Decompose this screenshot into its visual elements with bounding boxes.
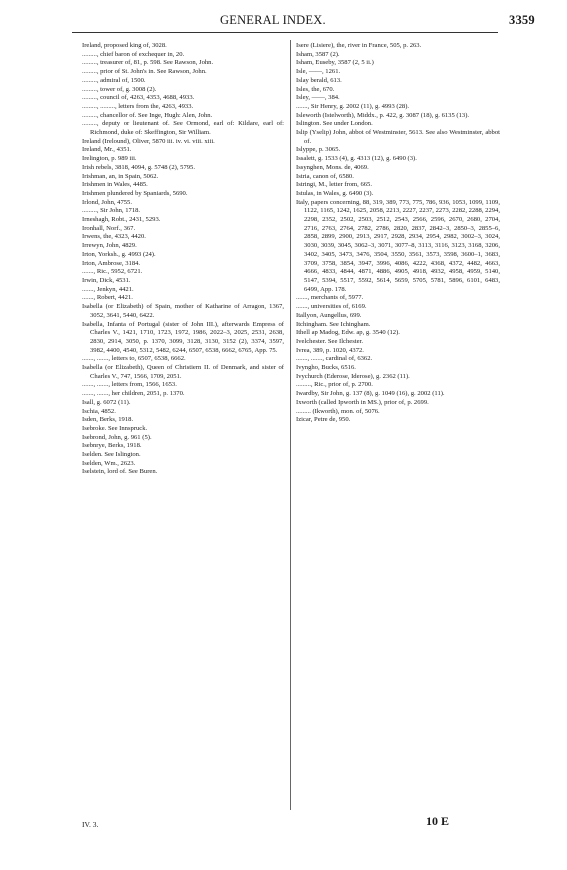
index-entry: Irishmen plundered by Spaniards, 5690. [82, 189, 188, 197]
index-entry: ........., chancellor of. See Inge, Hugh: Alen, John. [82, 111, 213, 119]
index-entry: ......., Jenkyn, 4421. [82, 285, 134, 293]
index-entry: ........., prior of St. John's in. See Rawson, John. [82, 68, 207, 76]
index-entry: Isden, Berks, 1918. [82, 416, 134, 424]
index-entry: Iselstein, lord of. See Buren. [82, 468, 158, 476]
index-entry: Ivrea, 389, p. 1020, 4372. [296, 346, 364, 354]
index-entry: Irelington, p. 989 iii. [82, 155, 137, 163]
index-entry: Islay berald, 613. [296, 76, 342, 84]
index-entry: ......., Robert, 4421. [82, 294, 133, 302]
index-entry: Ithell ap Madog, Edw. ap, g. 3540 (12). [296, 329, 400, 337]
index-entry: Irishman, an, in Spain, 5062. [82, 172, 159, 180]
index-entry: Irton, Yorksh., g. 4993 (24). [82, 250, 156, 258]
index-entry: Isham, 3587 (2). [296, 50, 340, 58]
index-entry: Isabella (or Elizabeth), Queen of Christiern II. of Denmark, and sister of Charles V., 747, 1566, 1709, 2051. [82, 364, 284, 380]
index-entry: ........., treasurer of, 81, p. 598. See Rawson, John. [82, 59, 214, 67]
index-entry: ........., ........., letters from the, 4263, 4933. [82, 102, 194, 110]
index-entry: Ischia, 4852. [82, 407, 116, 415]
index-entry: Ireland, proposed king of, 3028. [82, 42, 167, 49]
index-entry: Isabella, Infanta of Portugal (sister of John III.), afterwards Empress of Charles V., 1421, 1710, 1723, 1972, 1986, 2022–3, 2025, 2531, 2638, 2830, 2914, 3050, p. 1370, 3099, 3128, 3130, 3152 (2), 3374, 3597, 3982, 4400, 4540, 5312, 5482, 6244, 6507, 6538, 6662, 6765, App. 75. [82, 320, 284, 354]
index-entry: Isebrond, John, g. 961 (5). [82, 433, 152, 441]
index-entry: ......., Sir Henry, g. 2002 (11), g. 4993 (28). [296, 102, 410, 110]
index-entry: Ireland (Irelound), Oliver, 5870 iii. iv. vi. viii. xiii. [82, 137, 215, 145]
index-entry: Irlond, John, 4755. [82, 198, 133, 206]
right-column [296, 42, 500, 425]
index-entry: Isebnrye, Berks, 1918. [82, 442, 142, 450]
index-entry: Ixworth (called Ipworth in MS.), prior of, p. 2699. [296, 398, 429, 406]
index-entry: Islington. See under London. [296, 120, 373, 128]
column-divider [290, 40, 291, 810]
index-entry: Iselden, Wm., 2623. [82, 459, 136, 467]
index-entry: Ireland, Mr., 4351. [82, 146, 132, 154]
index-entry: ......., ......., letters to, 6507, 6538, 6662. [82, 355, 186, 363]
index-entry: Isebroke. See Innspruck. [82, 424, 148, 432]
index-entry: Irish rebels, 3818, 4094, g. 5748 (2), 5795. [82, 163, 195, 171]
index-entry: Ironhall, Norf., 367. [82, 224, 136, 232]
index-entry: ........., Ric., prior of, p. 2700. [296, 381, 373, 389]
index-entry: ........., tower of, g. 3008 (2). [82, 85, 157, 93]
index-entry: Irneshagh, Robt., 2431, 5293. [82, 216, 161, 224]
index-entry: Istringi, M., letter from, 665. [296, 181, 372, 189]
index-entry: Isle, ——, 1261. [296, 68, 341, 76]
index-entry: ........., Sir John, 1718. [82, 207, 141, 215]
index-entry: Irishmen in Wales, 4485. [82, 181, 148, 189]
index-entry: Issalett, g. 1533 (4), g. 4313 (12), g. 6490 (3). [296, 155, 417, 163]
index-entry: Isles, the, 670. [296, 85, 335, 93]
index-entry: Islip (Yselip) John, abbot of Westminster, 5613. See also Westminster, abbot of. [296, 129, 500, 145]
page-number: 3359 [509, 13, 535, 27]
index-entry: Islyppe, p. 3065. [296, 146, 341, 154]
volume-label: IV. 3. [82, 820, 99, 829]
index-entry: Italy, papers concerning, 88, 319, 389, 773, 775, 786, 936, 1053, 1099, 1109, 1122, 1165, 1242, 1625, 2058, 2213, 2227, 2237, 2273, 2282, 2288, 2294, 2298, 2352, 2502, 2503, 2512, 2543, 2566, 2596, 2670, 2680, 2704, 2716, 2763, 2764, 2782, 2786, 2820, 2837, 2842–3, 2850–3, 2855–6, 2858, 2899, 2900, 2913, 2917, 2928, 2934, 2954, 2982, 3002–3, 3024, 3030, 3039, 3045, 3062–3, 3071, 3077–8, 3113, 3116, 3123, 3168, 3206, 3402, 3405, 3473, 3476, 3504, 3550, 3561, 3573, 3598, 3600–1, 3683, 3709, 3758, 3854, 3947, 3996, 4086, 4222, 4368, 4372, 4482, 4663, 4666, 4833, 4844, 4871, 4886, 4905, 4918, 4932, 4958, 4959, 5140, 5147, 5394, 5517, 5592, 5614, 5659, 5705, 5781, 5896, 6101, 6483, 6499, App. 178. [296, 198, 500, 293]
index-entry: ......... (Ikworth), mon. of, 5076. [296, 407, 380, 415]
index-entry: ........., chief baron of exchequer in, 20. [82, 50, 185, 58]
index-entry: Isabella (or Elizabeth) of Spain, mother of Katharine of Arragon, 1367, 3052, 3641, 5440, 6422. [82, 303, 284, 319]
index-entry: Ivychurch (Ederose, Iderose), g. 2362 (11). [296, 372, 410, 380]
index-entry: Iselden. See Islington. [82, 451, 141, 459]
index-entry: ........., deputy or lieutenant of. See Ormond, earl of: Kildare, earl of: Richmond, duke of: Skeffington, Sir William. [82, 120, 284, 137]
index-entry: Istulas, in Wales, g. 6490 (3). [296, 189, 374, 197]
index-entry: Irton, Ambrose, 3184. [82, 259, 141, 267]
index-entry: Isleworth (Istelworth), Middx., p. 422, g. 3087 (18), g. 6135 (13). [296, 111, 470, 119]
index-entry: ......., universities of, 6169. [296, 303, 367, 311]
index-entry: Istria, canon of, 6580. [296, 172, 354, 180]
index-entry: ......., merchants of, 5977. [296, 294, 364, 302]
index-entry: Isere (Lisiere), the, river in France, 505, p. 263. [296, 42, 422, 49]
index-entry: Ivelchester. See Ilchester. [296, 337, 364, 345]
index-entry: Itallyon, Aungellus, 699. [296, 311, 362, 319]
index-entry: Ivyngho, Bucks, 6516. [296, 364, 356, 372]
signature-mark: 10 E [426, 814, 450, 828]
index-entry: Itchingham. See Ichingham. [296, 320, 371, 328]
index-entry: ......., ......., letters from, 1566, 1653. [82, 381, 177, 389]
index-entry: Iwardby, Sir John, g. 137 (8), g. 1049 (16), g. 2002 (11). [296, 390, 445, 398]
index-entry: Irwens, the, 4323, 4420. [82, 233, 146, 241]
index-entry: Issynghen, Mons. de, 4069. [296, 163, 369, 171]
index-entry: Isham, Euseby, 3587 (2, 5 ii.) [296, 59, 374, 67]
index-entry: ......., ......., her children, 2051, p. 1370. [82, 390, 185, 398]
index-entry: ......., Ric., 5952, 6721. [82, 268, 143, 276]
index-entry: Isley, ——, 384. [296, 94, 340, 102]
running-title: GENERAL INDEX. [220, 13, 326, 27]
left-column [82, 42, 284, 477]
index-entry: Irwin, Dick, 4531. [82, 276, 131, 284]
header-rule [72, 32, 498, 33]
index-entry: Izicar, Petre de, 950. [296, 416, 351, 424]
index-entry: ........., admiral of, 1500. [82, 76, 146, 84]
index-entry: Irrewyn, John, 4829. [82, 242, 137, 250]
index-entry: ........., council of, 4263, 4353, 4688, 4933. [82, 94, 195, 102]
index-entry: ......., ......., cardinal of, 6362. [296, 355, 373, 363]
index-entry: Isall, g. 6072 (11). [82, 398, 131, 406]
